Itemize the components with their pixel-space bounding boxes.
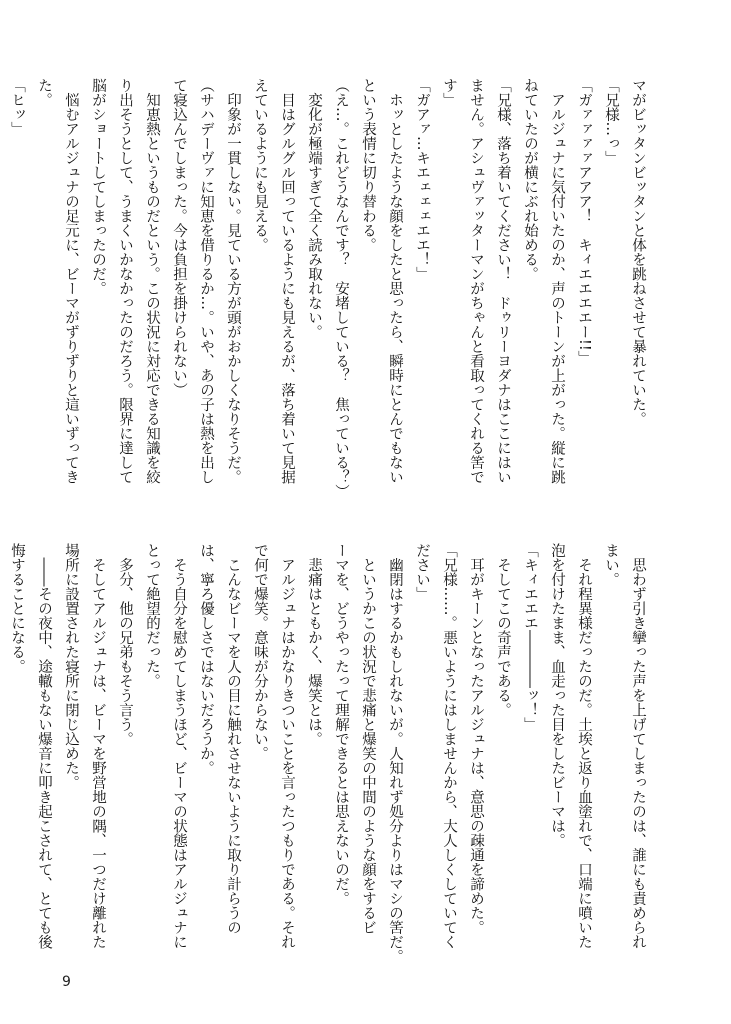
text-line: そしてこの奇声である。	[495, 543, 511, 717]
text-line: て寝込んでしまった。今は負担を掛けられない）	[171, 78, 187, 397]
text-line: 「キィエエエ――――ッ！」	[522, 543, 538, 732]
text-line: 目はグルグル回っているようにも見えるが、落ち着いて見据	[279, 78, 295, 484]
text-line: ホッとしたような顔をしたと思ったら、瞬時にとんでもない	[387, 78, 403, 484]
text-line: 耳がキーンとなったアルジュナは、意思の疎通を諦めた。	[468, 543, 484, 935]
text-line: 「ガァァァァアアア！ キィエエエエー!!」	[576, 78, 592, 366]
text-line: 印象が一貫しない。見ている方が頭がおかしくなりそうだ。	[225, 78, 241, 484]
text-line: 「兄様…っ」	[603, 78, 619, 165]
text-line: 「兄様、落ち着いてください！ ドゥリーヨダナはここにはい	[495, 78, 511, 484]
text-line: た。	[36, 78, 52, 107]
text-line: アルジュナに気付いたのか、声のトーンが上がった。縦に跳	[549, 78, 565, 484]
text-line: 幽閉はするかもしれないが。人知れず処分よりはマシの筈だ。	[387, 543, 403, 964]
text-line: 脳がショートしてしまったのだ。	[90, 78, 106, 296]
text-line: 「ヒッ」	[9, 78, 25, 136]
text-line: 変化が極端すぎて全く読み取れない。	[306, 78, 322, 339]
text-line: そう自分を慰めてしまうほど、ビーマの状態はアルジュナに	[171, 543, 187, 949]
text-line: そしてアルジュナは、ビーマを野営地の隅、一つだけ離れた	[90, 543, 106, 949]
text-line: 知恵熱というものだという。この状況に対応できる知識を絞	[144, 78, 160, 484]
text-line: ねていたのが横にぶれ始める。	[522, 78, 538, 281]
text-line: ――その夜中、途轍もない爆音に叩き起こされて、とても後	[36, 543, 52, 949]
text-line: で何で爆笑。意味が分からない。	[252, 543, 268, 761]
text-line: とって絶望的だった。	[144, 543, 160, 688]
text-line: 悔することになる。	[9, 543, 25, 674]
text-line: （サハデーヴァに知恵を借りるか…。いや、あの子は熱を出し	[198, 78, 214, 484]
text-line: 思わず引き攣った声を上げてしまったのは、誰にも責められ	[630, 543, 646, 949]
text-line: 悲痛はともかく、爆笑とは。	[306, 543, 322, 746]
text-line: 「兄様……。悪いようにはしませんから、大人しくしていてく	[441, 543, 457, 949]
text-line: まい。	[603, 543, 619, 587]
page-number: 9	[62, 974, 71, 990]
text-line: 悩むアルジュナの足元に、ビーマがずりずりと這いずってき	[63, 78, 79, 484]
text-line: （え…。これどうなんです？ 安堵している？ 焦っている？）	[333, 78, 349, 499]
text-line: ださい」	[414, 543, 430, 601]
text-line: り出そうとして、うまくいかなかったのだろう。限界に達して	[117, 78, 133, 484]
text-line: 泡を付けたまま、血走った目をしたビーマは。	[549, 543, 565, 848]
text-line: ーマを、どうやったって理解できるとは思えないのだ。	[333, 543, 349, 906]
text-line: こんなビーマを人の目に触れさせないように取り計らうの	[225, 543, 241, 935]
text-line: は、寧ろ優しさではないだろうか。	[198, 543, 214, 775]
text-line: 「ガアァ…キエェェェエエ！」	[414, 78, 430, 281]
text-line: という表情に切り替わる。	[360, 78, 376, 252]
text-line: それ程異様だったのだ。土埃と返り血塗れで、口端に噴いた	[576, 543, 592, 949]
text-line: 多分、他の兄弟もそう言う。	[117, 543, 133, 746]
text-line: 場所に設置された寝所に閉じ込めた。	[63, 543, 79, 790]
text-line: マがビッタンビッタンと体を跳ねさせて暴れていた。	[630, 78, 646, 426]
text-line: アルジュナはかなりきついことを言ったつもりである。それ	[279, 543, 295, 949]
text-line: ません。アシュヴァッターマンがちゃんと看取ってくれる筈で	[468, 78, 484, 484]
upper-text-block	[9, 78, 651, 518]
text-line: えているようにも見える。	[252, 78, 268, 252]
lower-text-block	[9, 543, 651, 973]
text-line: というかこの状況で悲痛と爆笑の中間のような顔をするビ	[360, 543, 376, 935]
text-line: す」	[441, 78, 457, 107]
